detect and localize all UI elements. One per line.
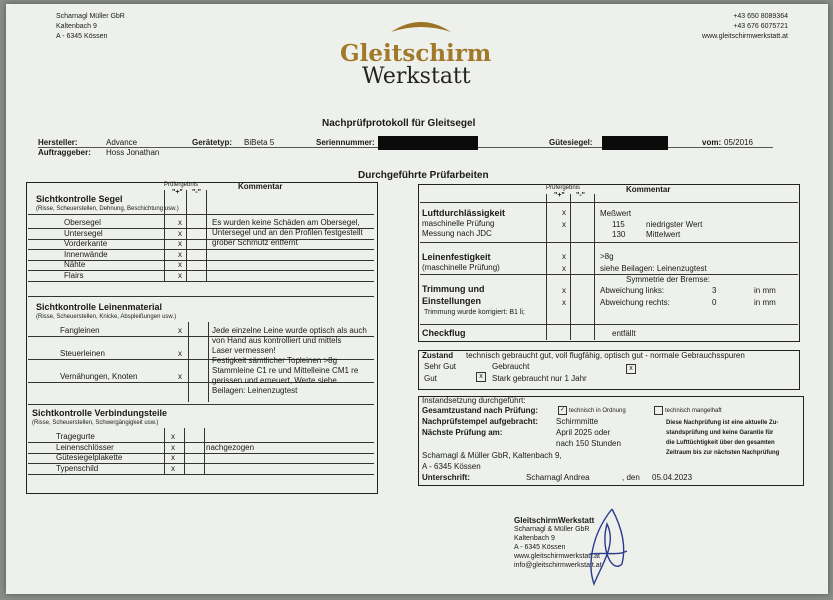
segel-row-label: Vorderkante — [64, 239, 108, 248]
segel-row-mark: x — [178, 249, 182, 259]
abweichung-links-label: Abweichung links: — [600, 286, 665, 295]
zustand-label: Zustand — [422, 351, 454, 360]
trimmung-title-1: Trimmung und — [422, 284, 485, 294]
datum-value: 05.04.2023 — [652, 473, 693, 482]
segel-title: Sichtkontrolle Segel — [36, 194, 123, 204]
instand-title: Instandsetzung durchgeführt: — [422, 396, 526, 405]
stamp-title: GleitschirmWerkstatt — [514, 516, 595, 525]
right-col-plus: "+" — [554, 192, 565, 199]
leinen-comment-line: Laser vermessen! — [212, 346, 276, 355]
luft-desc-2: Mittelwert — [646, 230, 681, 239]
instand-disclaimer — [666, 418, 779, 458]
verbindung-row-label: Typenschild — [56, 463, 99, 473]
opt-mangelhaft — [654, 406, 722, 415]
disclaimer-line: Zeitraum bis zur nächsten Nachprüfung — [666, 450, 780, 456]
document-title: Nachprüfprotokoll für Gleitsegel — [322, 118, 476, 129]
geraetetyp-label: Gerätetyp: — [192, 138, 233, 147]
verbindung-row-mark: x — [171, 432, 175, 441]
leinen-comment-line: Jede einzelne Leine wurde optisch als auch — [212, 326, 367, 335]
company-logo — [336, 14, 506, 92]
leinen-comment-line: Stammleine C1 re und Mittelleine CM1 re — [212, 366, 359, 375]
festigkeit-mark-1: x — [562, 252, 566, 261]
leinen-comment-line: von Hand aus kontrolliert und mittels — [212, 336, 342, 345]
naechste-value-2: nach 150 Stunden — [556, 439, 621, 448]
protocol-sheet — [6, 4, 828, 594]
festigkeit-title: Leinenfestigkeit — [422, 252, 491, 262]
gesamt-label: Gesamtzustand nach Prüfung: — [422, 406, 539, 415]
opt-in-ordnung — [558, 406, 626, 415]
segel-comment-line: Untersegel und an den Profilen festgestellt — [212, 228, 363, 237]
left-col-kommentar: Kommentar — [238, 182, 283, 191]
company-name: Scharnagl Müller GbR — [56, 13, 125, 20]
luft-comment-head: Meßwert — [600, 209, 632, 218]
segel-comment-line: Es wurden keine Schäden am Obersegel, — [212, 218, 360, 227]
checkflug-comment: entfällt — [612, 329, 636, 338]
right-col-kommentar: Kommentar — [626, 185, 671, 194]
geraetetyp-value: BiBeta 5 — [244, 138, 275, 147]
luft-line1: maschinelle Prüfung — [422, 219, 495, 228]
leinen-sub: (Risse, Scheuerstellen, Knicke, Abspleißungen usw.) — [36, 314, 177, 320]
leinen-row-mark: x — [178, 372, 182, 381]
verbindung-sub: (Risse, Scheuerstellen, Schwergängigkeit usw.) — [32, 420, 159, 426]
checkbox-icon[interactable] — [654, 406, 663, 415]
segel-row-mark: x — [178, 270, 182, 280]
den-label: , den — [622, 473, 640, 482]
leinen-comment-line: gerissen und erneuert, Werte siehe — [212, 376, 337, 385]
guetesiegel-label: Gütesiegel: — [549, 138, 593, 147]
verbindung-row-mark: x — [171, 463, 175, 473]
disclaimer-line: Diese Nachprüfung ist eine aktuelle Zu- — [666, 420, 779, 426]
leinen-title: Sichtkontrolle Leinenmaterial — [36, 302, 163, 312]
vom-value: 05/2016 — [724, 138, 753, 147]
luft-desc-1: niedrigster Wert — [646, 220, 703, 229]
luft-title: Luftdurchlässigkeit — [422, 208, 506, 218]
trimmung-mark-1: x — [562, 286, 566, 295]
luft-mark-1: x — [562, 208, 566, 217]
leinen-row-label: Vernähungen, Knoten — [60, 372, 138, 381]
stamp-line: www.gleitschirmwerkstatt.at — [514, 553, 600, 560]
verbindung-row-mark: x — [171, 453, 175, 462]
trimmung-title-2: Einstellungen — [422, 296, 482, 306]
abweichung-links-value: 3 — [712, 286, 717, 295]
verbindung-row-label: Leinenschlösser — [56, 442, 114, 452]
check-icon[interactable]: ✓ — [559, 407, 566, 413]
zustand-stark: Stark gebraucht nur 1 Jahr — [492, 374, 587, 383]
right-col-ergebnis: Prüfergebnis — [546, 185, 581, 191]
segel-row-label: Untersegel — [64, 228, 103, 238]
verbindung-row-label: Gütesiegelplakette — [56, 453, 123, 462]
verbindung-row-label: Tragegurte — [56, 432, 95, 441]
segel-row-divider — [28, 281, 374, 282]
verbindung-row-divider — [28, 474, 374, 475]
stamp-line: Kaltenbach 9 — [514, 535, 555, 542]
logo-line-1: Gleitschirm — [340, 40, 492, 67]
stempel-label: Nachprüfstempel aufgebracht: — [422, 417, 539, 426]
segel-comment-line: grober Schmutz entfernt — [212, 238, 298, 247]
disclaimer-line: standsprüfung und keine Garantie für — [666, 430, 774, 436]
leinen-comment-line: Festigkeit sämtlicher Topleinen >8g — [212, 356, 338, 365]
hersteller-value: Advance — [106, 138, 138, 147]
leinen-comment-line: Beilagen: Leinenzugtest — [212, 386, 298, 395]
verbindung-title: Sichtkontrolle Verbindungsteile — [32, 408, 168, 418]
zustand-gut-checkbox[interactable]: x — [476, 372, 486, 382]
abweichung-rechts-unit: in mm — [754, 298, 776, 307]
left-col-minus: "-" — [192, 189, 201, 196]
contact-info — [678, 12, 788, 42]
festigkeit-mark-2: x — [562, 264, 566, 273]
leinen-comments — [212, 326, 367, 396]
zustand-gut: Gut — [424, 374, 437, 383]
segel-sub: (Risse, Scheuerstellen, Dehnung, Beschichtung usw.) — [36, 206, 179, 212]
festigkeit-comment-2: siehe Beilagen: Leinenzugtest — [600, 264, 707, 273]
company-street: Kaltenbach 9 — [56, 23, 97, 30]
segel-row-mark: x — [178, 239, 182, 248]
left-col-plus: "+" — [172, 189, 183, 196]
company-city: A - 6345 Kössen — [56, 33, 108, 40]
segel-row-mark: x — [178, 260, 182, 269]
leinen-row-label: Steuerleinen — [60, 349, 105, 358]
auftraggeber-value: Hoss Jonathan — [106, 148, 160, 157]
luft-value-1: 115 — [612, 220, 625, 229]
zustand-gebraucht-checkbox[interactable]: x — [626, 364, 636, 374]
abweichung-links-unit: in mm — [754, 286, 776, 295]
opt-in-ordnung-label: technisch in Ordnung — [569, 408, 626, 415]
leinen-row-mark: x — [178, 349, 182, 358]
hersteller-label: Hersteller: — [38, 138, 78, 147]
segel-row-mark: x — [178, 218, 182, 227]
trimmung-mark-2: x — [562, 298, 566, 307]
left-col-ergebnis: Prüfergebnis — [164, 182, 199, 188]
logo-line-2: Werkstatt — [362, 64, 471, 89]
abweichung-rechts-value: 0 — [712, 298, 717, 307]
disclaimer-line: die Lufttüchtigkeit über den gesamten — [666, 440, 775, 446]
segel-comments — [212, 218, 363, 248]
naechste-value-1: April 2025 oder — [556, 428, 611, 437]
naechste-label: Nächste Prüfung am: — [422, 428, 503, 437]
verbindung-row-mark: x — [171, 442, 175, 452]
segel-row-label: Innenwände — [64, 249, 108, 259]
logo-arc-icon — [336, 14, 506, 34]
leinen-row-mark: x — [178, 326, 182, 335]
symmetrie-label: Symmetrie der Bremse: — [626, 275, 711, 284]
opt-mangelhaft-label: technisch mangelhaft — [665, 408, 722, 415]
trimmung-note: Trimmung wurde korrigiert: B1 li; — [424, 309, 525, 316]
phone-2: +43 676 6075721 — [733, 23, 788, 30]
section-title: Durchgeführte Prüfarbeiten — [358, 170, 489, 181]
segel-row-label: Flairs — [64, 270, 84, 280]
luft-value-2: 130 — [612, 230, 626, 239]
unterschrift-value: Scharnagl Andrea — [526, 473, 590, 482]
signature-icon — [582, 504, 632, 594]
website: www.gleitschirmwerkstatt.at — [702, 33, 788, 40]
festigkeit-comment-1: >8g — [600, 252, 614, 261]
zustand-sehr-gut: Sehr Gut — [424, 362, 457, 371]
phone-1: +43 650 8089364 — [733, 13, 788, 20]
stamp-line: info@gleitschirmwerkstatt.at — [514, 562, 602, 569]
segel-row-label: Nähte — [64, 260, 86, 269]
guetesiegel-redacted — [602, 136, 668, 150]
right-col-minus: "-" — [576, 192, 585, 199]
luft-mark-2: x — [562, 220, 566, 229]
checkflug-title: Checkflug — [422, 328, 466, 338]
auftraggeber-label: Auftraggeber: — [38, 148, 91, 157]
segel-row-label: Obersegel — [64, 218, 101, 227]
zustand-gebraucht: Gebraucht — [492, 362, 530, 371]
unterschrift-label: Unterschrift: — [422, 473, 471, 482]
festigkeit-sub: (maschinelle Prüfung) — [422, 263, 500, 272]
instand-address-2: A - 6345 Kössen — [422, 462, 481, 471]
segel-row-mark: x — [178, 228, 182, 238]
stamp-line: A - 6345 Kössen — [514, 544, 566, 551]
abweichung-rechts-label: Abweichung rechts: — [600, 298, 670, 307]
stamp-line: Scharnagl & Müller GbR — [514, 526, 590, 533]
luft-line2: Messung nach JDC — [422, 229, 492, 238]
seriennummer-label: Seriennummer: — [316, 138, 375, 147]
instand-address-1: Scharnagl & Müller GbR, Kaltenbach 9, — [422, 451, 562, 460]
stempel-value: Schirmmitte — [556, 417, 599, 426]
verbindung-comment: nachgezogen — [206, 443, 255, 452]
vom-label: vom: — [702, 138, 722, 147]
seriennummer-redacted — [378, 136, 478, 150]
leinen-row-label: Fangleinen — [60, 326, 100, 335]
zustand-text: technisch gebraucht gut, voll flugfähig, optisch gut - normale Gebrauchsspuren — [466, 351, 745, 360]
company-address — [56, 12, 125, 42]
